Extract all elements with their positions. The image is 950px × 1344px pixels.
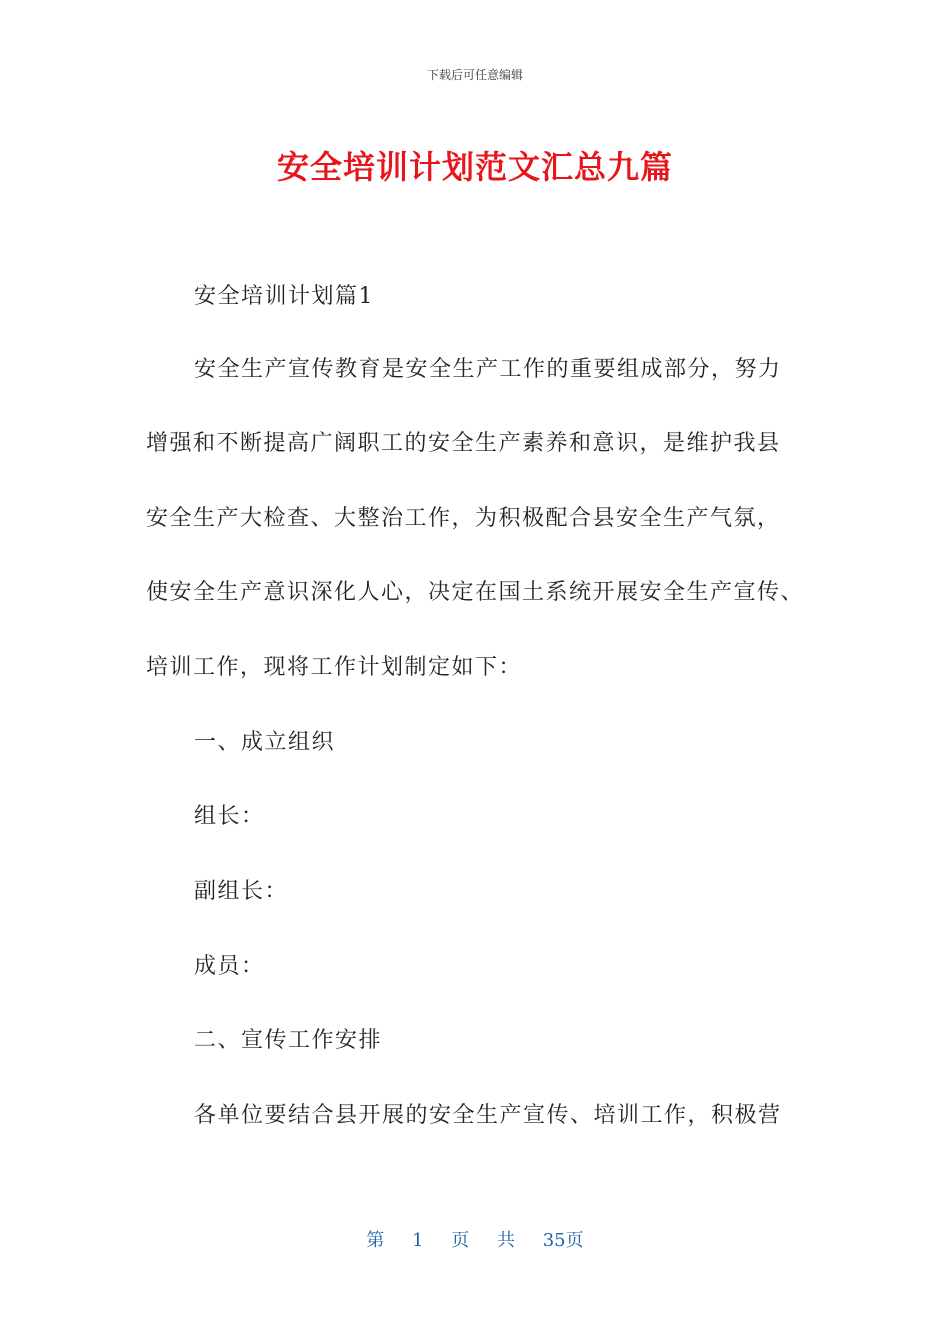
paragraph-line: 组长： [194,804,265,829]
paragraph-line: 安全生产大检查、大整治工作，为积极配合县安全生产气氛， [146,506,781,531]
paragraph-line: 增强和不断提高广阔职工的安全生产素养和意识，是维护我县 [146,431,781,456]
section-heading: 安全培训计划篇1 [194,284,374,309]
footer-total-pages: 35页 [542,1230,584,1251]
paragraph-line: 使安全生产意识深化人心，决定在国土系统开展安全生产宣传、 [146,580,805,605]
footer-di: 第 [366,1230,385,1251]
paragraph-line: 成员： [194,954,265,979]
paragraph-line: 安全生产宣传教育是安全生产工作的重要组成部分，努力 [194,357,782,382]
paragraph-line: 各单位要结合县开展的安全生产宣传、培训工作，积极营 [194,1103,782,1128]
paragraph-line: 培训工作，现将工作计划制定如下： [146,655,523,680]
paragraph-line: 副组长： [194,879,289,904]
header-note: 下载后可任意编辑 [426,68,523,82]
footer-ye: 页 [451,1230,470,1251]
footer-page-number: 1 [412,1230,424,1251]
subheading: 二、宣传工作安排 [194,1028,383,1053]
page-footer [0,1226,950,1252]
footer-gong: 共 [497,1230,515,1251]
document-title: 安全培训计划范文汇总九篇 [276,148,673,186]
subheading: 一、成立组织 [194,730,336,755]
